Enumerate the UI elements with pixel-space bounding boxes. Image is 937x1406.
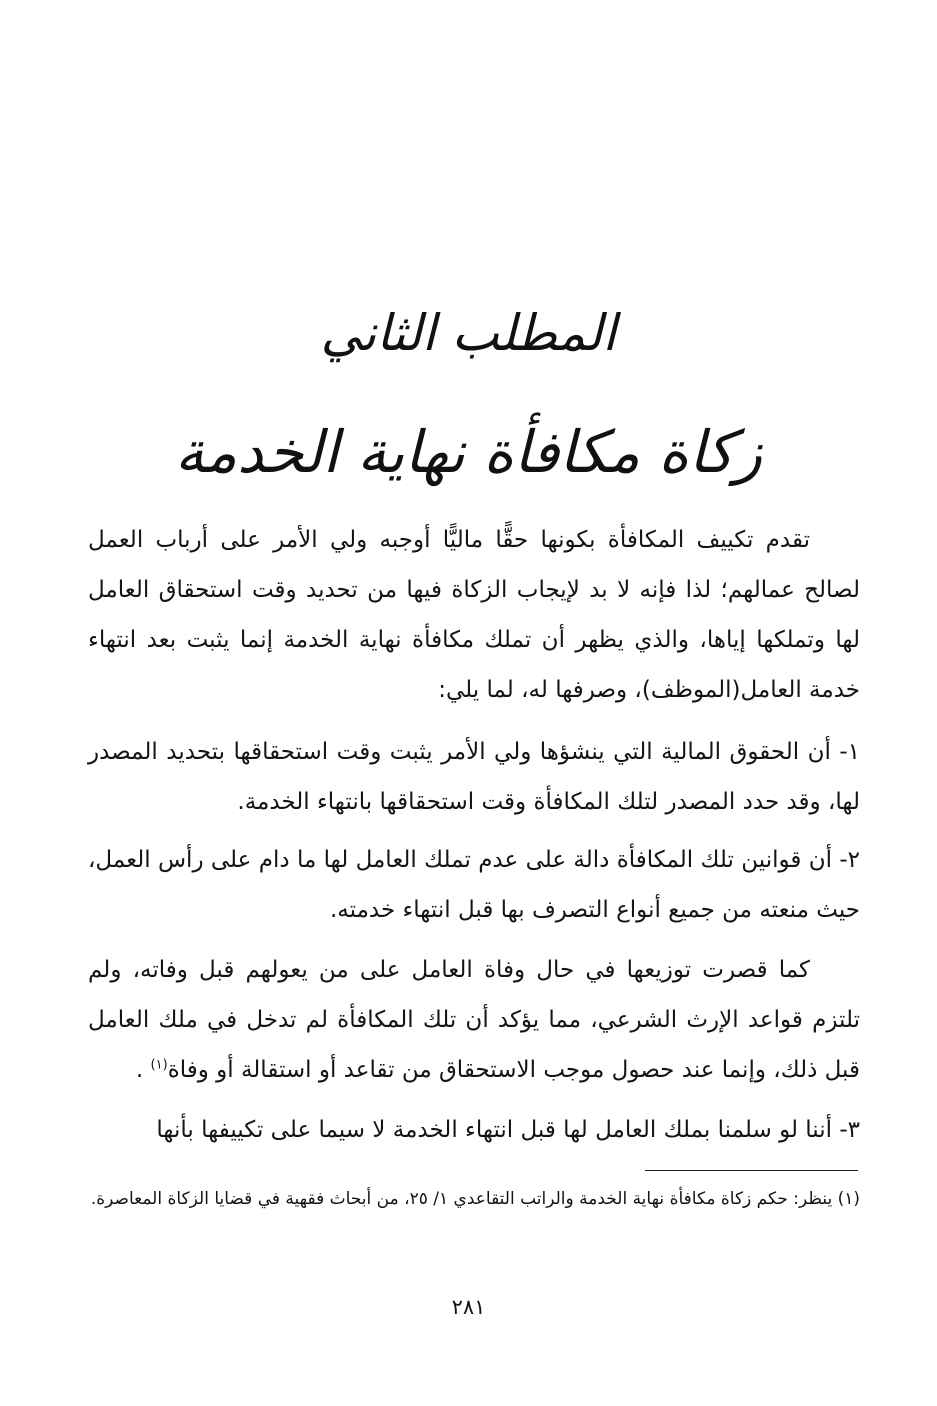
page-number: ٢٨١ [451, 1295, 486, 1319]
footnote-divider [645, 1170, 858, 1171]
point-1-paragraph: ١- أن الحقوق المالية التي ينشؤها ولي الأمر يثبت وقت استحقاقها بتحديد المصدر لها، وقد حدد المصدر لتلك المكافأة وقت استحقاقها بانتهاء الخدمة. [88, 739, 860, 815]
point-3-paragraph: ٣- أننا لو سلمنا بملك العامل لها قبل انتهاء الخدمة لا سيما على تكييفها بأنها [156, 1117, 860, 1143]
footnote: (١) ينظر: حكم زكاة مكافأة نهاية الخدمة والراتب التقاعدي ١/ ٢٥، من أبحاث فقهية في قضايا الزكاة المعاصرة. [90, 1189, 860, 1209]
inheritance-paragraph-text: كما قصرت توزيعها في حال وفاة العامل على من يعولهم قبل وفاته، ولم تلتزم قواعد الإرث الشرعي، مما يؤكد أن تلك المكافأة لم تدخل في ملك العامل قبل ذلك، وإنما عند حصول موجب الاستحقاق من تقاعد أو استقالة أو وفاة [88, 957, 860, 1083]
inheritance-paragraph-end: . [135, 1057, 151, 1083]
point-2-paragraph: ٢- أن قوانين تلك المكافأة دالة على عدم تملك العامل لها ما دام على رأس العمل، حيث منعته من جميع أنواع التصرف بها قبل انتهاء خدمته. [88, 847, 860, 923]
chapter-title: زكاة مكافأة نهاية الخدمة [174, 418, 763, 486]
intro-paragraph: تقدم تكييف المكافأة بكونها حقًّا ماليًّا أوجبه ولي الأمر على أرباب العمل لصالح عمالهم؛ لذا فإنه لا بد لإيجاب الزكاة فيها من تحديد وقت استحقاق العامل لها وتملكها إياها، والذي يظهر أن تملك مكافأة نهاية الخدمة إنما يثبت بعد انتهاء خدمة العامل(الموظف)، وصرفها له، لما يلي: [88, 527, 860, 703]
section-heading: المطلب الثاني [320, 304, 617, 362]
inheritance-paragraph [88, 945, 860, 1095]
footnote-reference: (١) [150, 1057, 168, 1073]
